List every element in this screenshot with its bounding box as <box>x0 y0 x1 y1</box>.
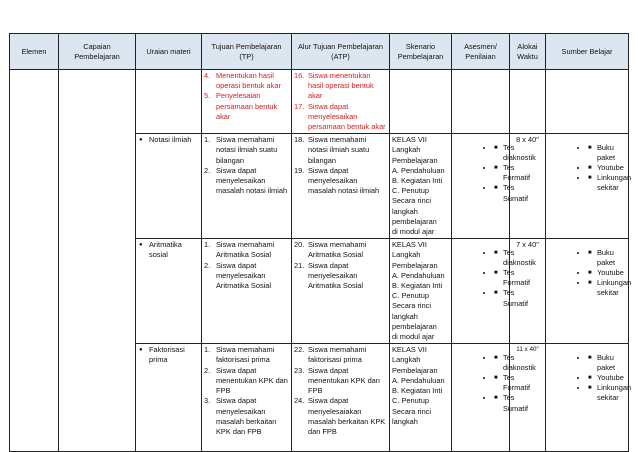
list-item: 16. Siswa menentukan hasil operasi bentuk akar <box>294 71 374 101</box>
skenario-line: di modul ajar <box>392 227 435 237</box>
square-bullet-icon: • ■ <box>494 144 498 151</box>
capaian-cell <box>59 70 136 452</box>
skenario-line: Secara rinci <box>392 406 432 416</box>
skenario-line: B. Kegiatan Inti <box>392 386 443 396</box>
list-item: ● Faktorisasi prima <box>139 345 185 365</box>
list-item: 23. Siswa dapat menentukan KPK dan FPB <box>294 365 380 396</box>
skenario-line: Secara rinci <box>392 196 432 206</box>
skenario-line: C. Penutup <box>392 186 429 196</box>
skenario-line: C. Penutup <box>392 291 429 301</box>
list-item: • ■ Youtube <box>588 163 626 173</box>
bullet-icon: ● <box>139 347 143 354</box>
list-item: 19. Siswa dapat menyelesaikan masalah notasi ilmiah <box>294 165 380 196</box>
skenario-line: A. Pendahuluan <box>392 375 445 385</box>
sumber-cell <box>546 344 632 452</box>
skenario-line: B. Kegiatan Inti <box>392 176 443 186</box>
tp-cell <box>202 239 292 344</box>
list-item: ● Aritmatika sosial <box>139 240 182 260</box>
list-item: • ■ Linkungan sekitar <box>588 383 626 403</box>
header-cell: Capaian Pembelajaran <box>59 34 136 70</box>
skenario-cell <box>390 134 452 239</box>
materi-cell <box>136 70 202 134</box>
square-bullet-icon: • ■ <box>588 270 592 277</box>
skenario-line: Langkah <box>392 250 421 260</box>
list-item: 1. Siswa memahami Aritmatika Sosial <box>204 240 275 260</box>
tp-cell <box>202 134 292 239</box>
materi-cell <box>136 134 202 239</box>
skenario-line: Pembelajaran <box>392 365 438 375</box>
skenario-line: pembelajaran <box>392 321 437 331</box>
list-item: 2. Siswa dapat menyelesaikan masalah notasi ilmiah <box>204 165 288 196</box>
list-item: 22. Siswa memahami faktorisasi prima <box>294 345 367 365</box>
atp-cell <box>292 134 390 239</box>
skenario-line: langkah <box>392 206 418 216</box>
square-bullet-icon: • ■ <box>588 385 592 392</box>
waktu-cell: 8 x 40" <box>510 134 546 239</box>
tp-cell <box>202 344 292 452</box>
square-bullet-icon: • ■ <box>588 165 592 172</box>
list-item: • ■ Buku paket <box>588 248 626 268</box>
list-item: 2. Siswa dapat menyelesaikan Aritmatika Sosial <box>204 260 272 291</box>
header-cell: Alur Tujuan Pembelajaran (ATP) <box>292 34 390 70</box>
header-row <box>10 34 629 70</box>
skenario-cell <box>390 344 452 452</box>
list-item: • ■ Buku paket <box>588 143 626 163</box>
square-bullet-icon: • ■ <box>494 249 498 256</box>
list-item: 2. Siswa dapat menentukan KPK dan FPB <box>204 365 288 396</box>
header-cell: Asesmen/ Penilaian <box>452 34 510 70</box>
list-item: • ■ Tes Formatif <box>494 268 507 288</box>
square-bullet-icon: • ■ <box>588 175 592 182</box>
list-item: • ■ Tes Sumatif <box>494 183 507 203</box>
elemen-cell <box>10 70 59 452</box>
skenario-line: B. Kegiatan Inti <box>392 281 443 291</box>
skenario-line: Pembelajaran <box>392 155 438 165</box>
skenario-line: langkah <box>392 416 418 426</box>
tp-cell <box>202 70 292 134</box>
skenario-line: A. Pendahuluan <box>392 270 445 280</box>
list-item: • ■ Tes Formatif <box>494 163 507 183</box>
square-bullet-icon: • ■ <box>588 249 592 256</box>
waktu-cell <box>510 70 546 134</box>
skenario-cell <box>390 239 452 344</box>
learning-plan-table <box>9 33 632 452</box>
header-cell: Sumber Belajar <box>546 34 629 70</box>
list-item: 1. Siswa memahami notasi ilmiah suatu bilangan <box>204 135 278 165</box>
header-cell: Skenario Pembelajaran <box>390 34 452 70</box>
square-bullet-icon: • ■ <box>494 165 498 172</box>
list-item: 1. Siswa memahami faktorisasi prima <box>204 345 275 365</box>
list-item: • ■ Linkungan sekitar <box>588 173 626 193</box>
skenario-line: Langkah <box>392 355 421 365</box>
sumber-cell <box>546 134 632 239</box>
atp-cell <box>292 344 390 452</box>
header-cell: Tujuan Pembelajaran (TP) <box>202 34 292 70</box>
materi-cell <box>136 344 202 452</box>
skenario-line: Secara rinci <box>392 301 432 311</box>
atp-cell <box>292 70 390 134</box>
skenario-line: KELAS VII <box>392 135 427 145</box>
skenario-line: KELAS VII <box>392 240 427 250</box>
waktu-cell: 7 x 40" <box>510 239 546 344</box>
list-item: 4. Menentukan hasil operasi bentuk akar <box>204 71 281 91</box>
bullet-icon: ● <box>139 242 143 249</box>
list-item: • ■ Tes diaknostik <box>494 248 507 268</box>
sumber-cell <box>546 239 632 344</box>
skenario-line: pembelajaran <box>392 216 437 226</box>
table-row-carryover <box>10 70 629 134</box>
list-item: • ■ Youtube <box>588 268 626 278</box>
skenario-line: langkah <box>392 311 418 321</box>
sumber-cell <box>546 70 629 134</box>
square-bullet-icon: • ■ <box>588 280 592 287</box>
skenario-line: KELAS VII <box>392 345 427 355</box>
header-cell: Alokai Waktu <box>510 34 546 70</box>
list-item: 24. Siswa dapat menyelesaiakan masalah berkaitan KPK dan FPB <box>294 396 386 436</box>
list-item: 5. Penyelesaian persamaan bentuk akar <box>204 91 278 121</box>
square-bullet-icon: • ■ <box>588 375 592 382</box>
skenario-line: Langkah <box>392 145 421 155</box>
skenario-cell <box>390 70 452 134</box>
list-item: 17. Siswa dapat menyelesaikan persamaan bentuk akar <box>294 101 386 132</box>
skenario-line: Pembelajaran <box>392 260 438 270</box>
square-bullet-icon: • ■ <box>494 290 498 297</box>
list-item: • ■ Linkungan sekitar <box>588 278 626 298</box>
list-item: • ■ Buku paket <box>588 353 626 373</box>
skenario-line: A. Pendahuluan <box>392 165 445 175</box>
list-item: • ■ Tes Sumatif <box>494 288 507 308</box>
skenario-line: C. Penutup <box>392 396 429 406</box>
square-bullet-icon: • ■ <box>588 144 592 151</box>
header-cell: Elemen <box>10 34 59 70</box>
list-item: • ■ Tes diaknostik <box>494 143 507 163</box>
square-bullet-icon: • ■ <box>494 375 498 382</box>
asesmen-cell <box>452 70 510 134</box>
list-item: ● Notasi ilmiah <box>139 135 192 145</box>
square-bullet-icon: • ■ <box>494 185 498 192</box>
list-item: 3. Siswa dapat menyelesaikan masalah berkaitan KPK dan FPB <box>204 396 277 436</box>
skenario-line: di modul ajar <box>392 332 435 342</box>
bullet-icon: ● <box>139 137 143 144</box>
materi-cell <box>136 239 202 344</box>
atp-cell <box>292 239 390 344</box>
waktu-cell: 11 x 40" <box>510 344 546 452</box>
list-item: • ■ Tes Formatif <box>494 373 507 393</box>
list-item: • ■ Tes Sumatif <box>494 393 507 413</box>
list-item: • ■ Youtube <box>588 373 626 383</box>
list-item: 21. Siswa dapat menyelesaikan Aritmatika Sosial <box>294 260 364 291</box>
header-cell: Uraian materi <box>136 34 202 70</box>
list-item: • ■ Tes diaknostik <box>494 353 507 373</box>
square-bullet-icon: • ■ <box>494 395 498 402</box>
square-bullet-icon: • ■ <box>494 270 498 277</box>
square-bullet-icon: • ■ <box>494 354 498 361</box>
square-bullet-icon: • ■ <box>588 354 592 361</box>
list-item: 20. Siswa memahami Aritmatika Sosial <box>294 240 367 260</box>
list-item: 18. Siswa memahami notasi ilmiah suatu bilangan <box>294 135 370 165</box>
